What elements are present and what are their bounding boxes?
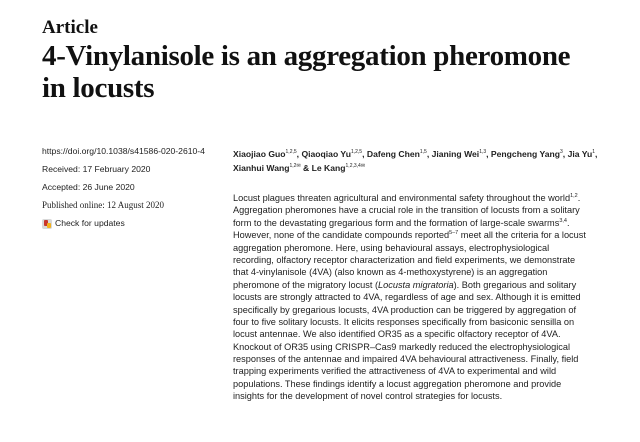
author-name[interactable]: Jia Yu [567, 148, 593, 159]
abstract-text: trapping experiments verified the attractiveness of 4VA to experimental and wild [233, 366, 557, 377]
check-for-updates-button[interactable] [42, 218, 232, 229]
check-for-updates-label: Check for updates [55, 218, 125, 228]
author-affiliation: 1,2,5 [350, 149, 363, 155]
abstract-text: four to five solitary locusts. It elicits responses specifically from basiconic sensilla on [233, 316, 575, 327]
abstract-text: insights for the development of novel control strategies for locusts. [233, 391, 503, 402]
author-list: Xiaojiao Guo$^{1,2,5}$, Qiaoqiao Yu$^{1,2,5}$, Dafeng Chen$^{1,5}$, Jianing Wei$^{1,3}$, Pengcheng Yang$^3$, Jia Yu$^1$, Xianhui Wang$^{1,2✉}$ & Le Kang$^{1,2,3,4✉}$ [233, 148, 598, 173]
abstract-text: . [577, 193, 581, 203]
abstract-line [233, 316, 628, 328]
abstract-line [233, 390, 628, 402]
author-name[interactable]: Dafeng Chen [366, 148, 420, 159]
abstract-line [233, 341, 628, 353]
abstract [233, 192, 628, 403]
abstract-line [233, 204, 628, 216]
author-affiliation: 1,2,3,4✉ [345, 162, 366, 169]
author-affiliation: 1,2,5 [285, 149, 297, 155]
author-name[interactable]: Xiaojiao Guo [233, 148, 286, 159]
abstract-text: pheromone of the migratory locust (Locusta migratoria). Both gregarious and solitary [233, 279, 577, 290]
abstract-line [233, 254, 628, 266]
citation-reference[interactable]: 5–7 [449, 230, 459, 237]
author-name[interactable]: Pengcheng Yang [490, 148, 561, 159]
title-line: 4-Vinylanisole is an aggregation pheromone [42, 40, 571, 72]
author-name[interactable]: Qiaoqiao Yu [301, 148, 351, 159]
abstract-text: Knockout of OR35 using CRISPR–Cas9 markedly reduced the electrophysiological [233, 341, 571, 352]
citation-reference[interactable]: 1,2 [570, 192, 578, 199]
doi-link[interactable]: https://doi.org/10.1038/s41586-020-2610-4 [42, 146, 205, 156]
abstract-text: responses of the antennae and impaired 4VA behavioural attractiveness. Finally, field [233, 354, 579, 365]
crossmark-icon [42, 219, 52, 229]
abstract-line [233, 304, 628, 316]
title-line: in locusts [42, 72, 155, 104]
abstract-text: locust antennae. We also identified OR35 as a specific olfactory receptor of 4VA. [233, 329, 561, 340]
author-affiliation: 1,3 [479, 149, 487, 155]
author-affiliation: 1,2✉ [289, 162, 301, 169]
author-affiliation: 1,5 [419, 149, 427, 155]
abstract-text: Locust plagues threaten agricultural and environmental safety throughout the world [233, 193, 571, 203]
abstract-text: specifically by gregarious locusts, 4VA production can be triggered by aggregation of [233, 304, 577, 315]
abstract-line [233, 279, 628, 291]
citation-reference[interactable]: 3,4 [559, 217, 567, 224]
abstract-line [233, 192, 628, 204]
author-affiliation: 1 [592, 149, 596, 155]
published-date: Published online: 12 August 2020 [42, 200, 165, 210]
abstract-line [233, 242, 628, 254]
abstract-text: populations. These findings identify a locust aggregation pheromone and provide [233, 378, 562, 389]
abstract-line [233, 217, 628, 229]
abstract-line [233, 353, 628, 365]
article-title [42, 40, 622, 104]
abstract-text: However, none of the candidate compounds reported [233, 230, 450, 241]
abstract-line [233, 291, 628, 303]
abstract-text: that 4-vinylanisole (4VA) (also known as 4-methoxystyrene) is an aggregation [233, 267, 548, 278]
abstract-text: . [566, 217, 570, 228]
abstract-text: locusts are strongly attracted to 4VA, regardless of age and sex. Although it is emitted [233, 292, 581, 303]
author-name[interactable]: Jianing Wei [431, 148, 480, 159]
abstract-line [233, 365, 628, 377]
abstract-text: meet all the criteria for a locust [458, 230, 586, 241]
article-type-label: Article [42, 17, 98, 38]
abstract-line [233, 266, 628, 278]
abstract-text: Aggregation pheromones have a crucial role in the transition of locusts from a solitary [233, 205, 580, 216]
abstract-text: recording, olfactory receptor characterization and field experiments, we demonstrate [233, 254, 576, 265]
abstract-line [233, 328, 628, 340]
received-date: Received: 17 February 2020 [42, 164, 151, 174]
abstract-line [233, 378, 628, 390]
article-metadata [42, 146, 232, 236]
abstract-text: aggregation pheromone. Here, using behavioural assays, electrophysiological [233, 242, 550, 253]
accepted-date: Accepted: 26 June 2020 [42, 182, 135, 192]
author-name[interactable]: Xianhui Wang [233, 162, 290, 173]
abstract-line [233, 229, 628, 241]
author-name[interactable]: Le Kang [311, 162, 346, 173]
abstract-text: form to the devastating gregarious form and the formation of large-scale swarms [233, 217, 560, 228]
author-affiliation: 3 [560, 149, 563, 155]
